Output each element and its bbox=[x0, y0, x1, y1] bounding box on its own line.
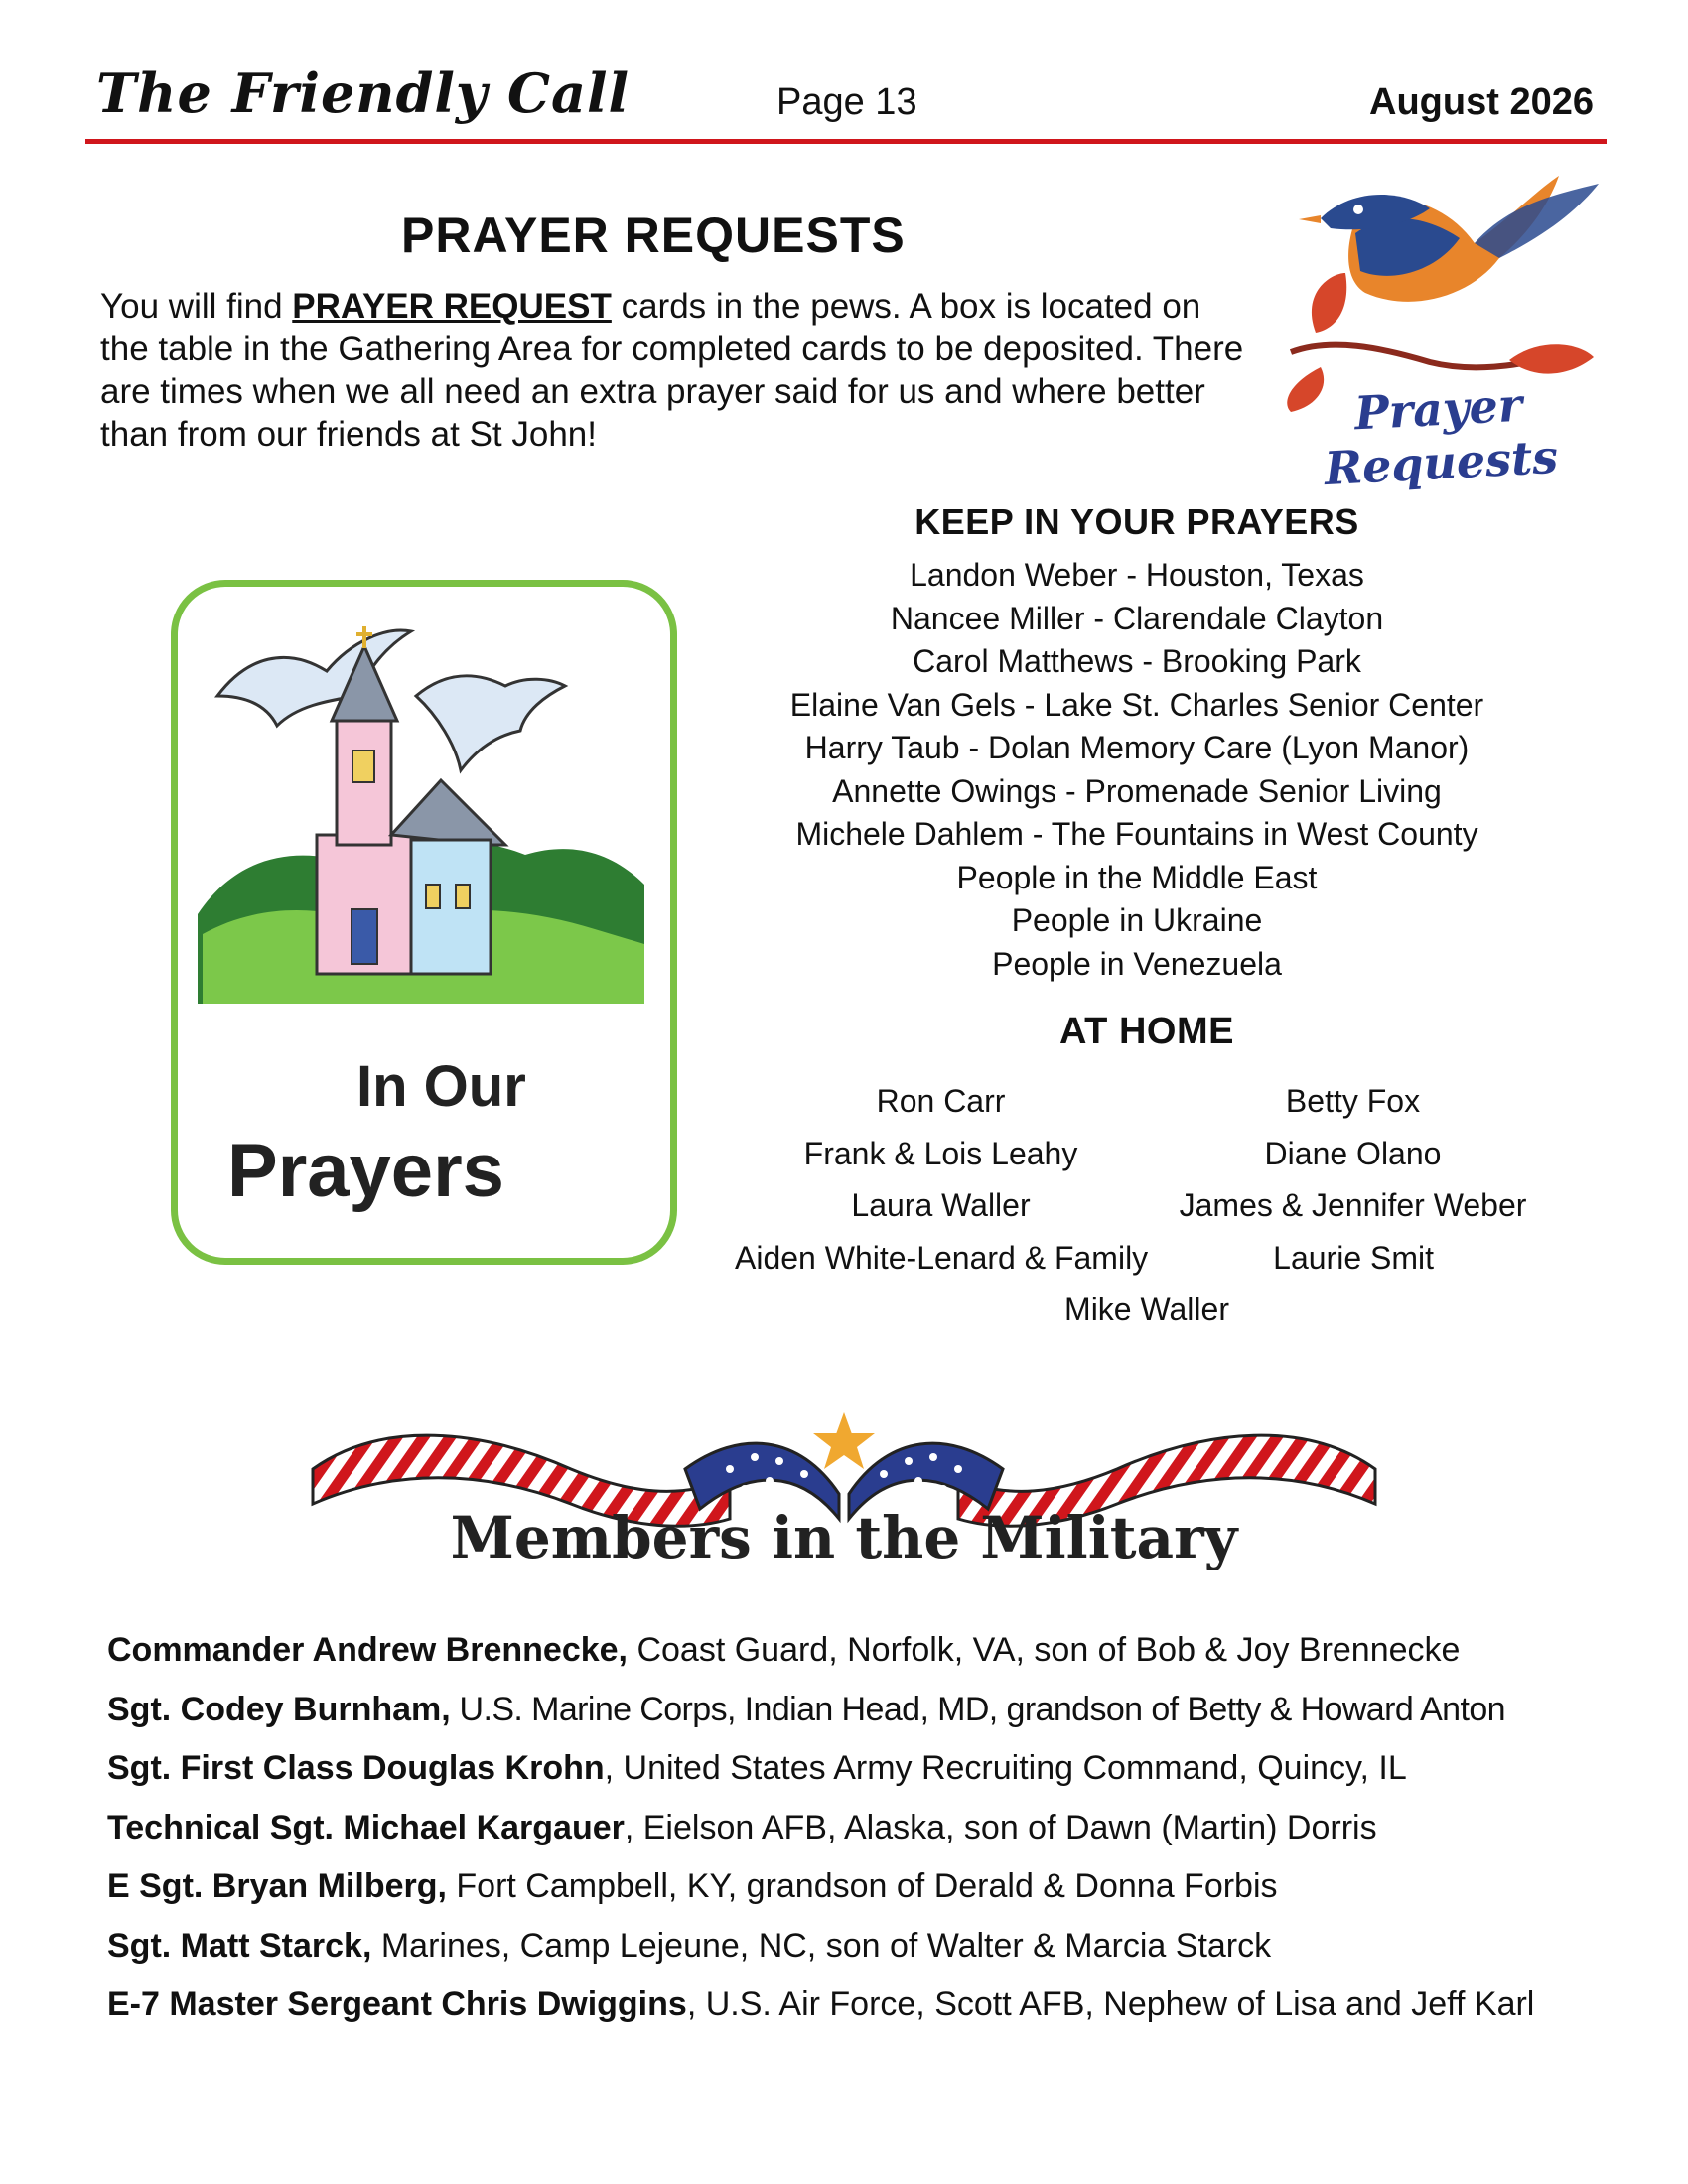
page-number: Page 13 bbox=[776, 81, 917, 123]
at-home-row bbox=[735, 1179, 1559, 1232]
prayer-requests-intro: You will find PRAYER REQUEST cards in the pews. A box is located on the table in the Gathering Area for completed cards to be deposited. There are times when we all need an extra prayer said for us and where better than from our friends at St John! bbox=[100, 287, 1244, 454]
keep-in-prayers-list bbox=[735, 554, 1539, 986]
list-item: Michele Dahlem - The Fountains in West County bbox=[795, 816, 1478, 852]
issue-date: August 2026 bbox=[1369, 81, 1594, 123]
list-item: Sgt. Matt Starck, Marines, Camp Lejeune, NC, son of Walter & Marcia Starck bbox=[107, 1926, 1272, 1965]
keep-in-prayers-title: KEEP IN YOUR PRAYERS bbox=[914, 501, 1359, 542]
at-home-title: AT HOME bbox=[1059, 1011, 1234, 1052]
header-rule bbox=[85, 139, 1607, 144]
list-item: Aiden White-Lenard & Family bbox=[735, 1239, 1149, 1276]
list-item: People in the Middle East bbox=[956, 859, 1318, 895]
prayer-request-highlight: PRAYER REQUEST bbox=[292, 287, 612, 326]
list-item: E Sgt. Bryan Milberg, Fort Campbell, KY, grandson of Derald & Donna Forbis bbox=[107, 1867, 1278, 1905]
list-item: Nancee Miller - Clarendale Clayton bbox=[890, 600, 1384, 636]
prayer-requests-logo-text: Prayer Requests bbox=[1323, 377, 1560, 496]
at-home-row bbox=[735, 1075, 1559, 1128]
list-item: People in Ukraine bbox=[1011, 902, 1263, 938]
list-item: Mike Waller bbox=[1064, 1292, 1229, 1327]
prayer-requests-title: PRAYER REQUESTS bbox=[401, 207, 906, 263]
in-our-prayers-line2: Prayers bbox=[227, 1129, 504, 1213]
list-item: Landon Weber - Houston, Texas bbox=[910, 557, 1364, 593]
list-item: Carol Matthews - Brooking Park bbox=[913, 643, 1361, 679]
at-home-list bbox=[735, 1075, 1559, 1336]
list-item: Sgt. Codey Burnham, U.S. Marine Corps, Indian Head, MD, grandson of Betty & Howard Anton bbox=[107, 1690, 1505, 1728]
list-item: Laura Waller bbox=[851, 1187, 1031, 1223]
military-banner bbox=[303, 1410, 1385, 1578]
church-icon bbox=[178, 587, 670, 1004]
list-item: Sgt. First Class Douglas Krohn, United States Army Recruiting Command, Quincy, IL bbox=[107, 1749, 1407, 1787]
list-item: People in Venezuela bbox=[992, 945, 1282, 982]
list-item: Laurie Smit bbox=[1273, 1239, 1434, 1276]
newsletter-masthead: The Friendly Call bbox=[96, 62, 631, 125]
list-item: E-7 Master Sergeant Chris Dwiggins, U.S. Air Force, Scott AFB, Nephew of Lisa and Jeff Karl bbox=[107, 1985, 1535, 2023]
at-home-row bbox=[735, 1232, 1559, 1285]
list-item: Ron Carr bbox=[876, 1083, 1006, 1119]
list-item: Diane Olano bbox=[1264, 1135, 1442, 1171]
in-our-prayers-graphic bbox=[171, 580, 677, 1265]
list-item: Frank & Lois Leahy bbox=[803, 1135, 1078, 1171]
list-item: Harry Taub - Dolan Memory Care (Lyon Manor) bbox=[804, 730, 1470, 765]
military-banner-title: Members in the Military bbox=[450, 1504, 1238, 1571]
list-item: James & Jennifer Weber bbox=[1179, 1187, 1527, 1223]
list-item: Technical Sgt. Michael Kargauer, Eielson AFB, Alaska, son of Dawn (Martin) Dorris bbox=[107, 1808, 1377, 1846]
in-our-prayers-line1: In Our bbox=[356, 1054, 526, 1119]
list-item: Annette Owings - Promenade Senior Living bbox=[832, 772, 1442, 809]
list-item: Elaine Van Gels - Lake St. Charles Senior Center bbox=[789, 686, 1484, 723]
at-home-row bbox=[735, 1128, 1559, 1180]
military-members-list bbox=[107, 1621, 1656, 2035]
list-item: Commander Andrew Brennecke, Coast Guard, Norfolk, VA, son of Bob & Joy Brennecke bbox=[107, 1631, 1461, 1669]
list-item: Betty Fox bbox=[1285, 1083, 1421, 1119]
